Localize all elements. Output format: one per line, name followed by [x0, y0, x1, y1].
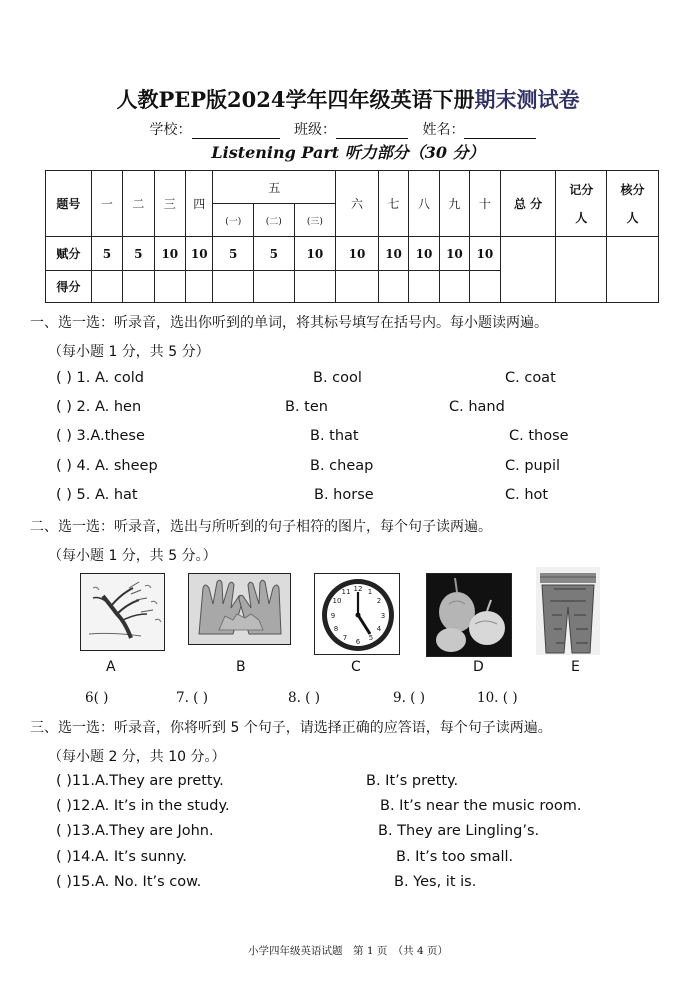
svg-text:11: 11 — [341, 588, 351, 596]
fufen-label: 赋分 — [46, 237, 92, 271]
header-col-6: 六 — [336, 171, 379, 237]
q2-option-c: C. hand — [449, 399, 505, 415]
fufen-cell: 10 — [409, 237, 439, 271]
q2-option-b: B. ten — [285, 399, 328, 415]
answer-8[interactable]: 8. ( ) — [288, 690, 320, 706]
header-wu: 五 — [213, 171, 336, 204]
fufen-cell: 10 — [378, 237, 408, 271]
q1-option-b: B. cool — [313, 370, 362, 386]
page-footer: 小学四年级英语试题 第 1 页 （共 4 页） — [248, 945, 448, 957]
svg-text:5: 5 — [368, 634, 374, 642]
q2-stem[interactable]: ( ) 2. A. hen — [56, 399, 142, 415]
svg-text:3: 3 — [380, 612, 386, 620]
header-col-1: 一 — [91, 171, 122, 237]
q4-option-b: B. cheap — [310, 458, 374, 474]
defen-cell[interactable] — [294, 271, 336, 303]
q13-option-b: B. They are Lingling’s. — [378, 823, 540, 839]
q12-stem[interactable]: ( )12.A. It’s in the study. — [56, 798, 230, 814]
class-blank[interactable] — [336, 124, 408, 139]
q5-option-c: C. hot — [505, 487, 549, 503]
svg-text:1: 1 — [367, 588, 373, 596]
q13-stem[interactable]: ( )13.A.They are John. — [56, 823, 214, 839]
q4-option-c: C. pupil — [505, 458, 560, 474]
windy-tree-icon — [81, 574, 165, 651]
fufen-cell: 10 — [336, 237, 379, 271]
svg-text:4: 4 — [376, 625, 382, 633]
fufen-cell: 10 — [470, 237, 500, 271]
header-col-10: 十 — [470, 171, 500, 237]
title-tail: 期末测试卷 — [474, 87, 580, 112]
answer-7[interactable]: 7. ( ) — [176, 690, 208, 706]
defen-cell[interactable] — [123, 271, 154, 303]
title-main: 人教PEP版2024学年四年级英语下册 — [116, 87, 475, 112]
picture-b — [188, 573, 291, 645]
defen-cell[interactable] — [336, 271, 379, 303]
part-title: Listening Part 听力部分（30 分） — [211, 143, 485, 162]
q12-option-b: B. It’s near the music room. — [380, 798, 582, 814]
fufen-cell: 10 — [439, 237, 469, 271]
section2-heading: 二、选一选：听录音，选出与所听到的句子相符的图片，每个句子读两遍。 — [30, 519, 492, 535]
picture-label-d: D — [473, 659, 484, 675]
q15-stem[interactable]: ( )15.A. No. It’s cow. — [56, 874, 202, 890]
page-title — [0, 84, 696, 114]
picture-e — [536, 567, 600, 655]
fufen-cell: 10 — [294, 237, 336, 271]
q1-stem[interactable]: ( ) 1. A. cold — [56, 370, 144, 386]
answer-9[interactable]: 9. ( ) — [393, 690, 425, 706]
header-hefen: 核分人 — [607, 171, 659, 237]
gloves-icon — [189, 574, 291, 645]
hefen-cell[interactable] — [607, 237, 659, 303]
defen-cell[interactable] — [409, 271, 439, 303]
picture-label-a: A — [106, 659, 116, 675]
defen-cell[interactable] — [91, 271, 122, 303]
q11-stem[interactable]: ( )11.A.They are pretty. — [56, 773, 224, 789]
q3-option-b: B. that — [310, 428, 359, 444]
name-label: 姓名： — [422, 122, 465, 138]
q11-option-b: B. It’s pretty. — [366, 773, 459, 789]
svg-text:9: 9 — [330, 612, 336, 620]
q14-stem[interactable]: ( )14.A. It’s sunny. — [56, 849, 187, 865]
svg-text:8: 8 — [333, 625, 339, 633]
header-col-7: 七 — [378, 171, 408, 237]
defen-cell[interactable] — [470, 271, 500, 303]
header-col-8: 八 — [409, 171, 439, 237]
defen-cell[interactable] — [439, 271, 469, 303]
score-table — [45, 170, 659, 303]
answer-6[interactable]: 6( ) — [85, 690, 109, 706]
q5-stem[interactable]: ( ) 5. A. hat — [56, 487, 138, 503]
school-blank[interactable] — [192, 124, 280, 139]
q4-stem[interactable]: ( ) 4. A. sheep — [56, 458, 158, 474]
svg-text:10: 10 — [332, 597, 342, 605]
q1-option-c: C. coat — [505, 370, 556, 386]
q14-option-b: B. It’s too small. — [396, 849, 514, 865]
pants-icon — [536, 567, 600, 655]
fufen-cell: 5 — [254, 237, 295, 271]
svg-text:2: 2 — [376, 597, 382, 605]
header-tihao: 题号 — [46, 171, 92, 237]
section1-heading: 一、选一选：听录音，选出你听到的单词，将其标号填写在括号内。每小题读两遍。 — [30, 315, 548, 331]
header-col-2: 二 — [123, 171, 154, 237]
name-blank[interactable] — [464, 124, 536, 139]
q3-option-c: C. those — [509, 428, 569, 444]
defen-cell[interactable] — [378, 271, 408, 303]
header-col-9: 九 — [439, 171, 469, 237]
total-score-cell[interactable] — [500, 237, 556, 303]
header-wu-sub-3: (三) — [294, 204, 336, 237]
onions-icon — [427, 574, 512, 657]
picture-label-c: C — [351, 659, 361, 675]
header-col-3: 三 — [154, 171, 185, 237]
defen-label: 得分 — [46, 271, 92, 303]
header-col-4: 四 — [186, 171, 213, 237]
section3-note: （每小题 2 分，共 10 分。） — [48, 749, 226, 765]
answer-10[interactable]: 10. ( ) — [477, 690, 518, 706]
picture-c — [314, 573, 400, 655]
jifen-cell[interactable] — [556, 237, 607, 303]
svg-text:7: 7 — [342, 634, 348, 642]
school-label: 学校： — [149, 122, 192, 138]
header-total: 总 分 — [500, 171, 556, 237]
section2-note: （每小题 1 分，共 5 分。） — [48, 548, 217, 564]
q5-option-b: B. horse — [314, 487, 374, 503]
defen-cell[interactable] — [154, 271, 185, 303]
picture-label-b: B — [236, 659, 246, 675]
picture-d — [426, 573, 512, 657]
section3-heading: 三、选一选：听录音，你将听到 5 个句子，请选择正确的应答语，每个句子读两遍。 — [30, 720, 552, 736]
picture-label-e: E — [571, 659, 580, 675]
fufen-cell: 10 — [186, 237, 213, 271]
section1-note: （每小题 1 分，共 5 分） — [48, 344, 210, 360]
student-info — [0, 119, 696, 139]
picture-a — [80, 573, 165, 651]
defen-cell[interactable] — [186, 271, 213, 303]
clock-icon — [315, 574, 400, 655]
fufen-cell: 10 — [154, 237, 185, 271]
defen-cell[interactable] — [254, 271, 295, 303]
class-label: 班级： — [294, 122, 336, 138]
svg-text:12: 12 — [353, 585, 363, 593]
fufen-cell: 5 — [91, 237, 122, 271]
q3-stem[interactable]: ( ) 3.A.these — [56, 428, 145, 444]
svg-text:6: 6 — [355, 638, 361, 646]
fufen-cell: 5 — [123, 237, 154, 271]
header-wu-sub-1: (一) — [213, 204, 254, 237]
q15-option-b: B. Yes, it is. — [394, 874, 477, 890]
defen-cell[interactable] — [213, 271, 254, 303]
fufen-cell: 5 — [213, 237, 254, 271]
header-jifen: 记分人 — [556, 171, 607, 237]
header-wu-sub-2: (二) — [254, 204, 295, 237]
